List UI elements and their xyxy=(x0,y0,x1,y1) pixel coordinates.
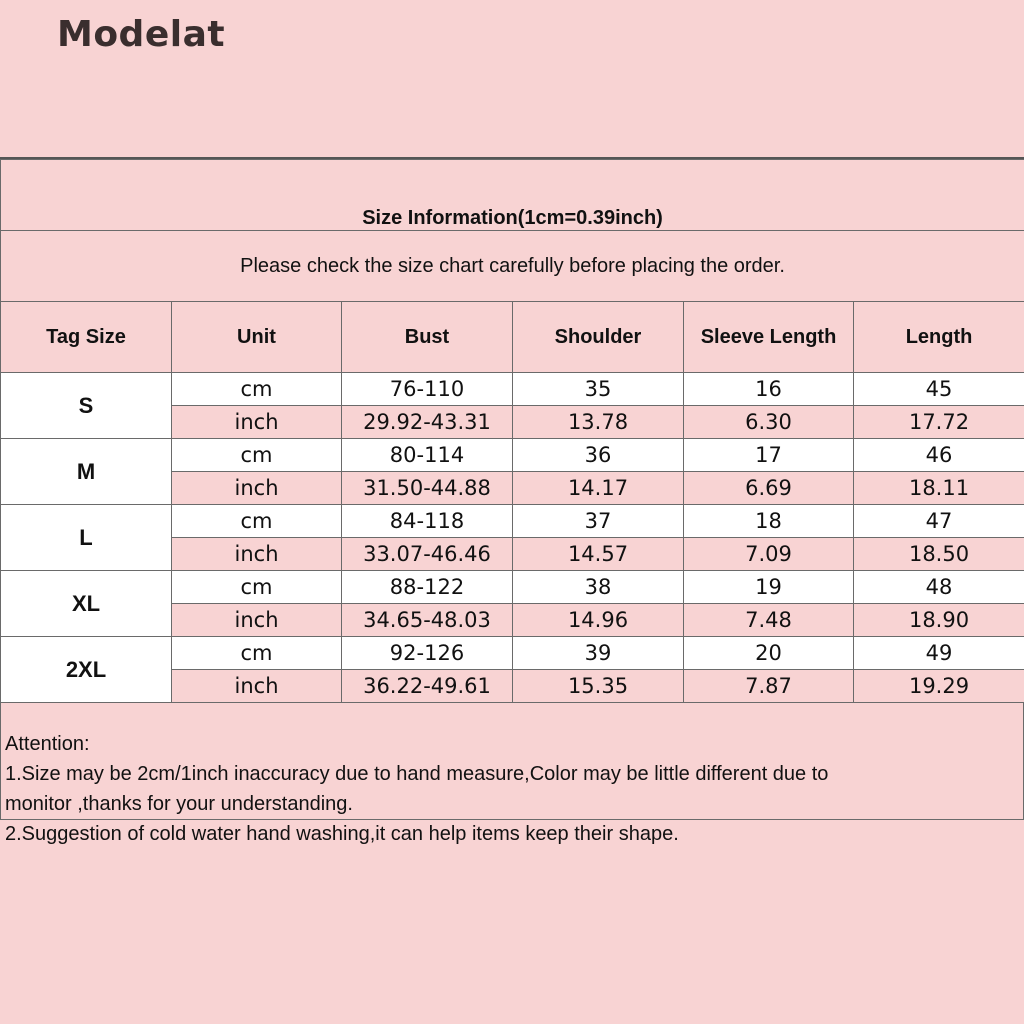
sleeve-length-cell: 17 xyxy=(684,439,854,472)
sleeve-length-cell: 7.87 xyxy=(684,670,854,703)
attention-notes xyxy=(0,703,1024,845)
bust-cell: 36.22-49.61 xyxy=(342,670,513,703)
shoulder-cell: 39 xyxy=(513,637,684,670)
length-cell: 47 xyxy=(854,505,1024,538)
sleeve-length-cell: 20 xyxy=(684,637,854,670)
shoulder-cell: 37 xyxy=(513,505,684,538)
length-cell: 18.50 xyxy=(854,538,1024,571)
unit-cell: cm xyxy=(172,637,342,670)
length-cell: 45 xyxy=(854,373,1024,406)
shoulder-cell: 15.35 xyxy=(513,670,684,703)
unit-cell: inch xyxy=(172,406,342,439)
unit-cell: cm xyxy=(172,439,342,472)
bust-cell: 29.92-43.31 xyxy=(342,406,513,439)
sleeve-length-cell: 16 xyxy=(684,373,854,406)
shoulder-cell: 14.57 xyxy=(513,538,684,571)
sleeve-length-cell: 7.48 xyxy=(684,604,854,637)
table-title: Size Information(1cm=0.39inch) xyxy=(1,160,1024,231)
bust-cell: 34.65-48.03 xyxy=(342,604,513,637)
header-cell: Sleeve Length xyxy=(684,302,854,373)
length-cell: 46 xyxy=(854,439,1024,472)
length-cell: 19.29 xyxy=(854,670,1024,703)
attention-line: monitor ,thanks for your understanding. xyxy=(5,793,353,815)
shoulder-cell: 13.78 xyxy=(513,406,684,439)
table-row xyxy=(1,505,1024,538)
sleeve-length-cell: 6.69 xyxy=(684,472,854,505)
attention-line: 1.Size may be 2cm/1inch inaccuracy due to hand measure,Color may be little different due to xyxy=(5,763,829,785)
table-row xyxy=(1,637,1024,670)
table-row xyxy=(1,439,1024,472)
unit-cell: inch xyxy=(172,604,342,637)
unit-cell: cm xyxy=(172,571,342,604)
header-cell: Length xyxy=(854,302,1024,373)
shoulder-cell: 14.17 xyxy=(513,472,684,505)
attention-heading: Attention: xyxy=(5,733,90,755)
bust-cell: 84-118 xyxy=(342,505,513,538)
bust-cell: 80-114 xyxy=(342,439,513,472)
header-cell: Shoulder xyxy=(513,302,684,373)
shoulder-cell: 14.96 xyxy=(513,604,684,637)
tag-size-cell: S xyxy=(1,373,172,439)
tag-size-cell: M xyxy=(1,439,172,505)
bust-cell: 31.50-44.88 xyxy=(342,472,513,505)
table-note: Please check the size chart carefully before placing the order. xyxy=(1,231,1024,302)
sleeve-length-cell: 18 xyxy=(684,505,854,538)
size-table xyxy=(0,159,1024,703)
header-row xyxy=(1,302,1024,373)
tag-size-cell: XL xyxy=(1,571,172,637)
unit-cell: inch xyxy=(172,472,342,505)
unit-cell: inch xyxy=(172,670,342,703)
brand-logo: Modelat xyxy=(57,14,226,55)
shoulder-cell: 36 xyxy=(513,439,684,472)
sleeve-length-cell: 6.30 xyxy=(684,406,854,439)
bust-cell: 92-126 xyxy=(342,637,513,670)
table-row xyxy=(1,571,1024,604)
length-cell: 48 xyxy=(854,571,1024,604)
length-cell: 18.90 xyxy=(854,604,1024,637)
unit-cell: cm xyxy=(172,373,342,406)
length-cell: 49 xyxy=(854,637,1024,670)
header-cell: Tag Size xyxy=(1,302,172,373)
unit-cell: cm xyxy=(172,505,342,538)
tag-size-cell: L xyxy=(1,505,172,571)
bust-cell: 76-110 xyxy=(342,373,513,406)
shoulder-cell: 38 xyxy=(513,571,684,604)
sleeve-length-cell: 7.09 xyxy=(684,538,854,571)
bust-cell: 33.07-46.46 xyxy=(342,538,513,571)
unit-cell: inch xyxy=(172,538,342,571)
shoulder-cell: 35 xyxy=(513,373,684,406)
length-cell: 17.72 xyxy=(854,406,1024,439)
header-cell: Unit xyxy=(172,302,342,373)
header-cell: Bust xyxy=(342,302,513,373)
length-cell: 18.11 xyxy=(854,472,1024,505)
tag-size-cell: 2XL xyxy=(1,637,172,703)
table-row xyxy=(1,373,1024,406)
sleeve-length-cell: 19 xyxy=(684,571,854,604)
bust-cell: 88-122 xyxy=(342,571,513,604)
size-chart xyxy=(0,157,1024,845)
attention-line: 2.Suggestion of cold water hand washing,it can help items keep their shape. xyxy=(5,823,679,845)
